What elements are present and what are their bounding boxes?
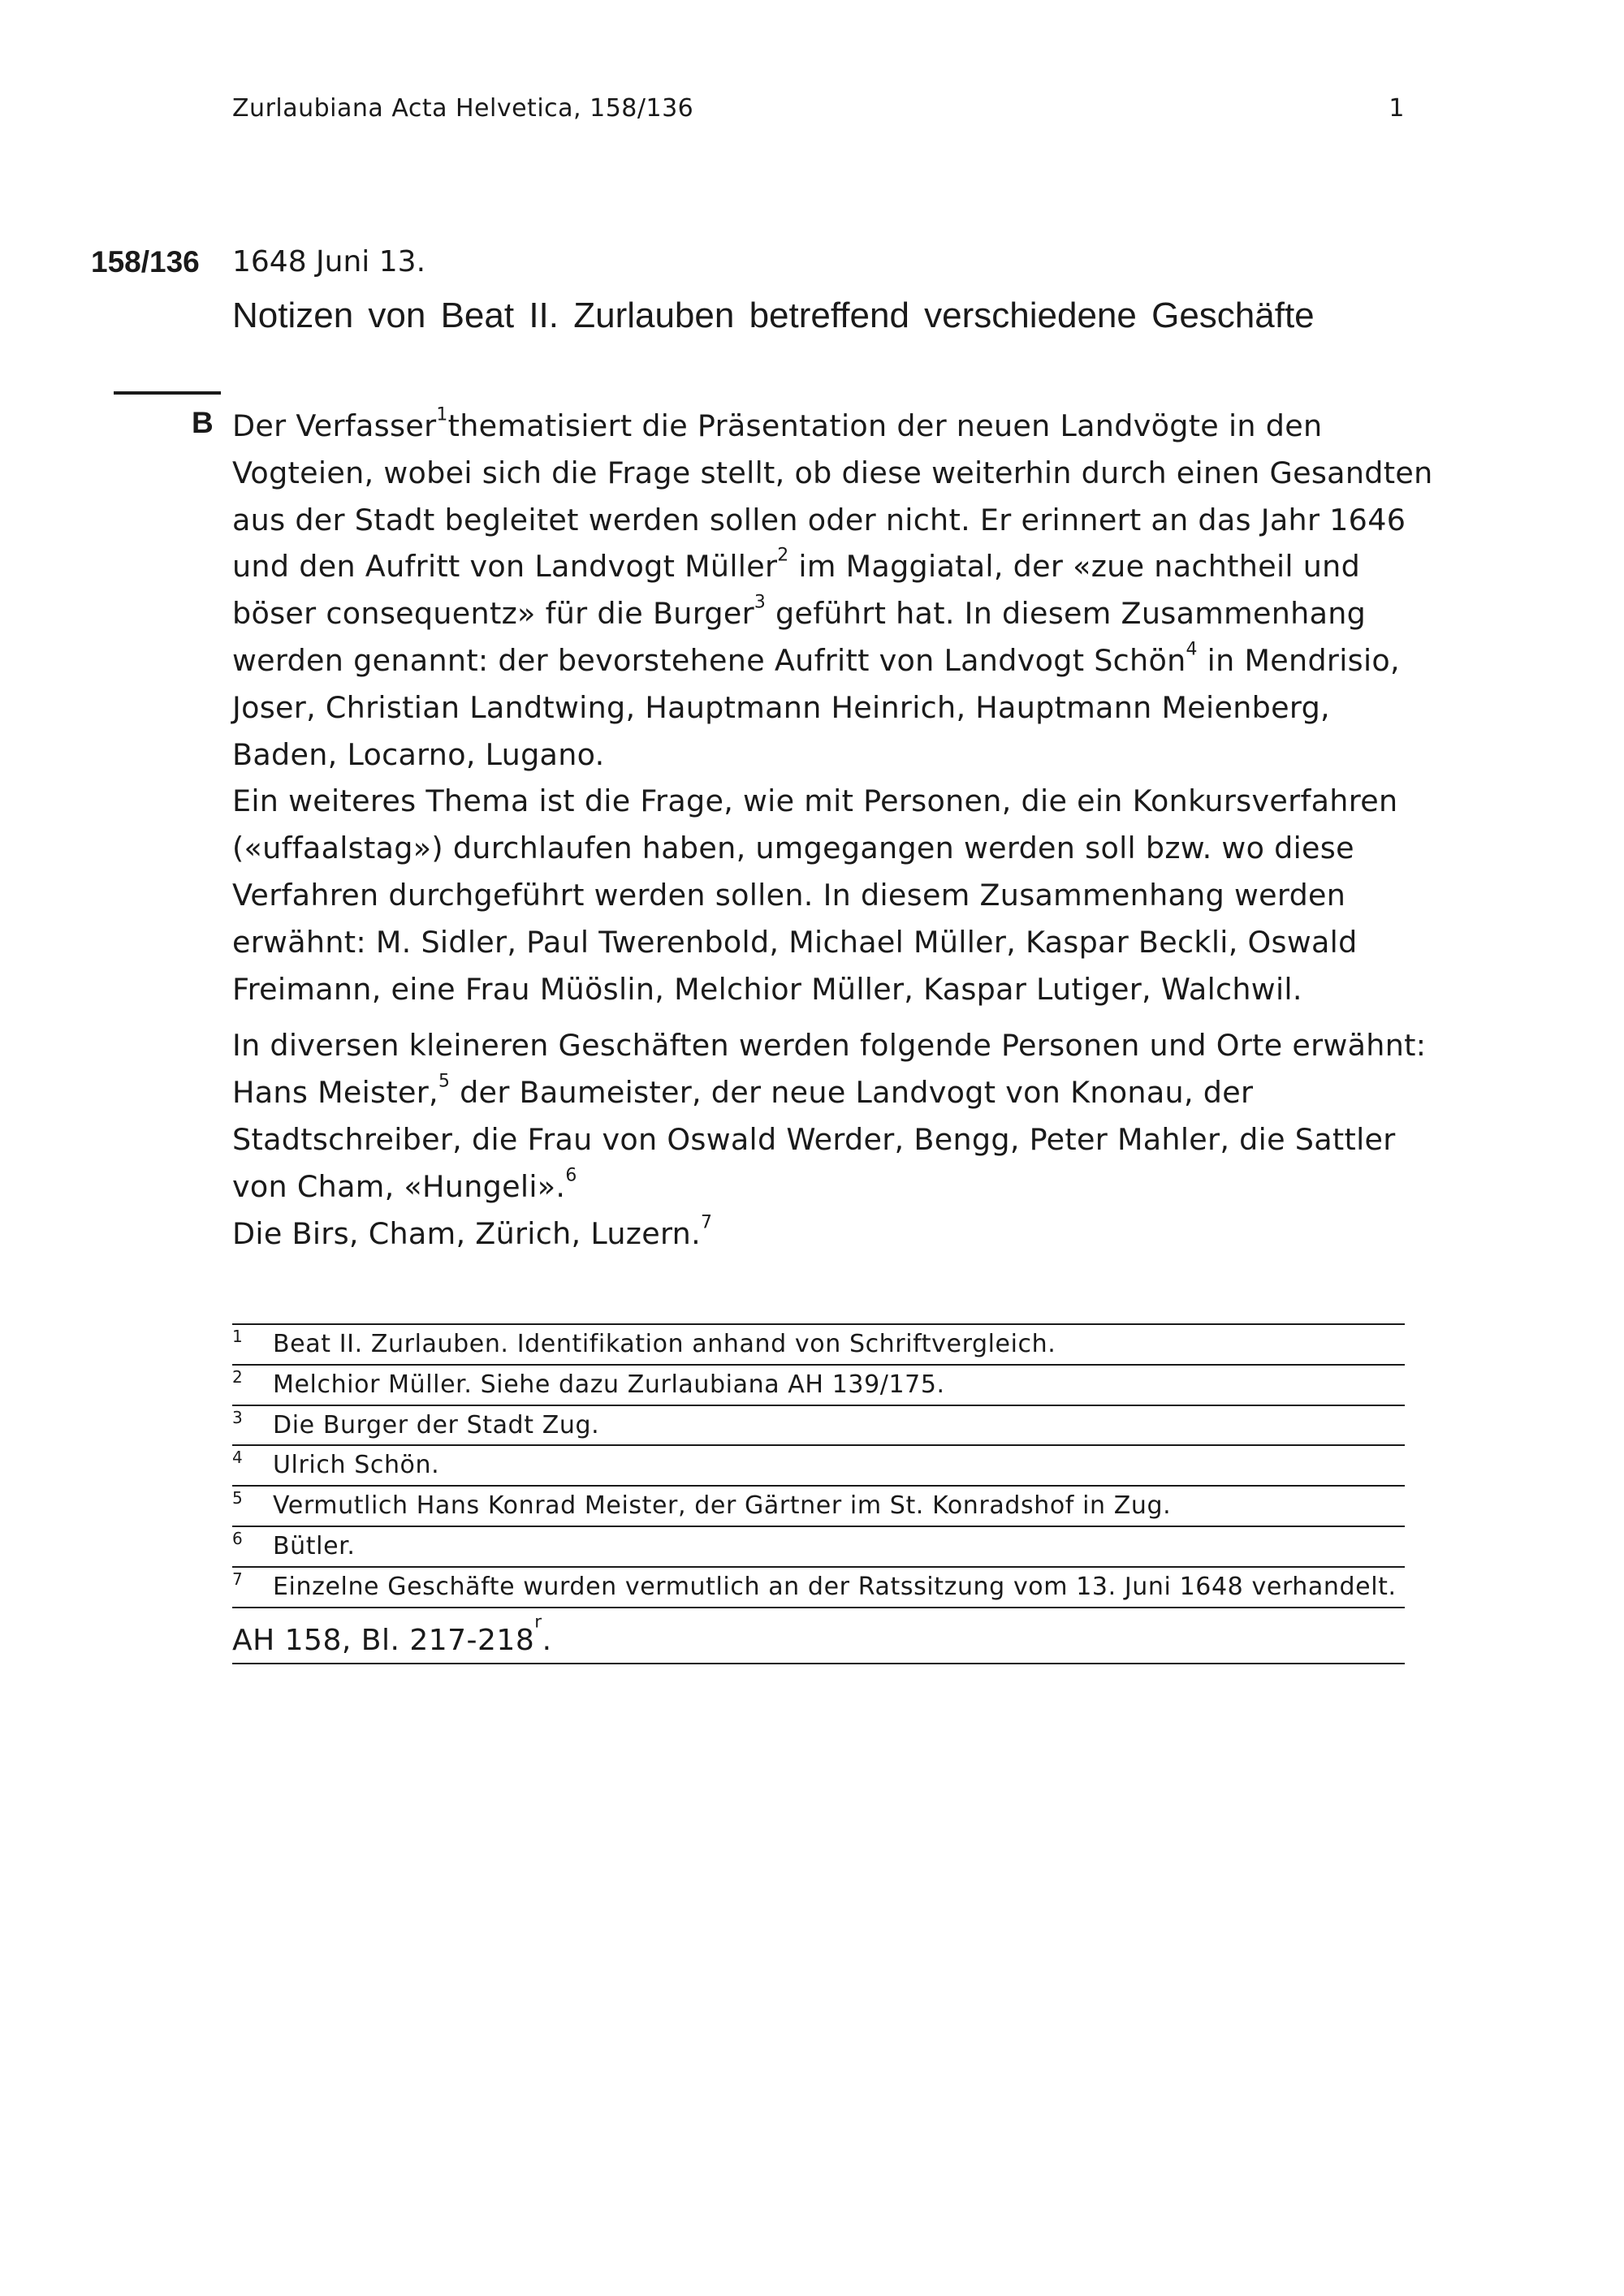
footnote	[232, 1325, 1405, 1366]
footnote-ref[interactable]: 2	[777, 545, 789, 566]
footnote-ref[interactable]: 3	[754, 592, 767, 613]
body-line: von Cham, «Hungeli».$^6$	[232, 1165, 577, 1204]
body-line: erwähnt: M. Sidler, Paul Twerenbold, Michael Müller, Kaspar Beckli, Oswald	[232, 924, 1358, 960]
document-number-bold: 158	[91, 245, 141, 278]
margin-rule	[114, 391, 221, 395]
body-line: und den Aufritt von Landvogt Müller$^2$ im Maggiatal, der «zue nachtheil und	[232, 545, 1361, 585]
footnote-number: 7	[232, 1569, 244, 1589]
footnote-ref[interactable]: 5	[438, 1071, 451, 1092]
source-end: .	[542, 1624, 552, 1657]
running-title: Zurlaubiana Acta Helvetica, 158/136	[232, 94, 694, 123]
margin-mark: B	[192, 406, 214, 439]
footnote	[232, 1366, 1405, 1406]
body-line: Ein weiteres Thema ist die Frage, wie mit Personen, die ein Konkursverfahren	[232, 783, 1398, 819]
body-line: Der Verfasser$^1$thematisiert die Präsentation der neuen Landvögte in den	[232, 404, 1323, 443]
body-line: Baden, Locarno, Lugano.	[232, 736, 605, 772]
source-folio-side: r	[534, 1612, 542, 1633]
footnote	[232, 1406, 1405, 1447]
footnote-text: Beat II. Zurlauben. Identifikation anhand von Schriftvergleich.	[273, 1330, 1056, 1358]
body-line: Verfahren durchgeführt werden sollen. In diesem Zusammenhang werden	[232, 877, 1346, 913]
body-line: Freimann, eine Frau Müöslin, Melchior Müller, Kaspar Lutiger, Walchwil.	[232, 971, 1302, 1007]
document-title: Notizen von Beat II. Zurlauben betreffend verschiedene Geschäfte	[232, 296, 1315, 335]
footnote-text: Melchior Müller. Siehe dazu Zurlaubiana AH 139/175.	[273, 1370, 945, 1399]
source-text: AH 158, Bl. 217-218	[232, 1624, 535, 1657]
footnote-ref[interactable]: 1	[436, 404, 448, 425]
body-line: werden genannt: der bevorstehene Aufritt von Landvogt Schön$^4$ in Mendrisio,	[232, 639, 1400, 678]
body-line: böser consequentz» für die Burger$^3$ geführt hat. In diesem Zusammenhang	[232, 592, 1367, 632]
body-line: Die Birs, Cham, Zürich, Luzern.$^7$	[232, 1211, 713, 1251]
body-line: Vogteien, wobei sich die Frage stellt, ob diese weiterhin durch einen Gesandten	[232, 455, 1433, 490]
body-line: Stadtschreiber, die Frau von Oswald Werder, Bengg, Peter Mahler, die Sattler	[232, 1121, 1396, 1157]
footnote-number: 3	[232, 1407, 244, 1427]
body-line: aus der Stadt begleitet werden sollen oder nicht. Er erinnert an das Jahr 1646	[232, 502, 1406, 537]
footnote-text: Die Burger der Stadt Zug.	[273, 1410, 600, 1439]
document-number	[91, 245, 200, 279]
body-line: («uffaalstag») durchlaufen haben, umgegangen werden soll bzw. wo diese	[232, 831, 1354, 866]
running-head	[232, 94, 1405, 123]
footnote-number: 4	[232, 1448, 244, 1468]
footnote-text: Ulrich Schön.	[273, 1451, 440, 1480]
footnote-text: Einzelne Geschäfte wurden vermutlich an der Ratssitzung vom 13. Juni 1648 verhandelt.	[273, 1572, 1397, 1601]
footnote-number: 5	[232, 1488, 244, 1508]
body-line: Hans Meister,$^5$ der Baumeister, der neue Landvogt von Knonau, der	[232, 1071, 1254, 1111]
paragraph-gap	[232, 1012, 1426, 1022]
footnote	[232, 1527, 1405, 1568]
regest-body	[232, 403, 1433, 1257]
footnote-number: 1	[232, 1327, 244, 1346]
body-line: In diversen kleineren Geschäften werden folgende Personen und Orte erwähnt:	[232, 1028, 1427, 1064]
footnote	[232, 1446, 1405, 1487]
footnote	[232, 1487, 1405, 1527]
footnote-text: Vermutlich Hans Konrad Meister, der Gärtner im St. Konradshof in Zug.	[273, 1491, 1172, 1521]
footnote-number: 6	[232, 1528, 244, 1548]
page-number: 1	[1389, 94, 1405, 123]
source-reference	[232, 1611, 1405, 1664]
footnote-text: Bütler.	[273, 1531, 356, 1560]
footnote-ref[interactable]: 6	[565, 1165, 577, 1186]
document-date: 1648 Juni 13.	[232, 245, 426, 278]
footnotes	[232, 1323, 1405, 1608]
footnote-number: 2	[232, 1366, 244, 1387]
body-line: Joser, Christian Landtwing, Hauptmann Heinrich, Hauptmann Meienberg,	[232, 689, 1330, 725]
footnote-ref[interactable]: 4	[1186, 639, 1198, 660]
footnote	[232, 1568, 1405, 1608]
document-number-rest: /136	[140, 245, 200, 278]
footnote-ref[interactable]: 7	[701, 1211, 713, 1232]
